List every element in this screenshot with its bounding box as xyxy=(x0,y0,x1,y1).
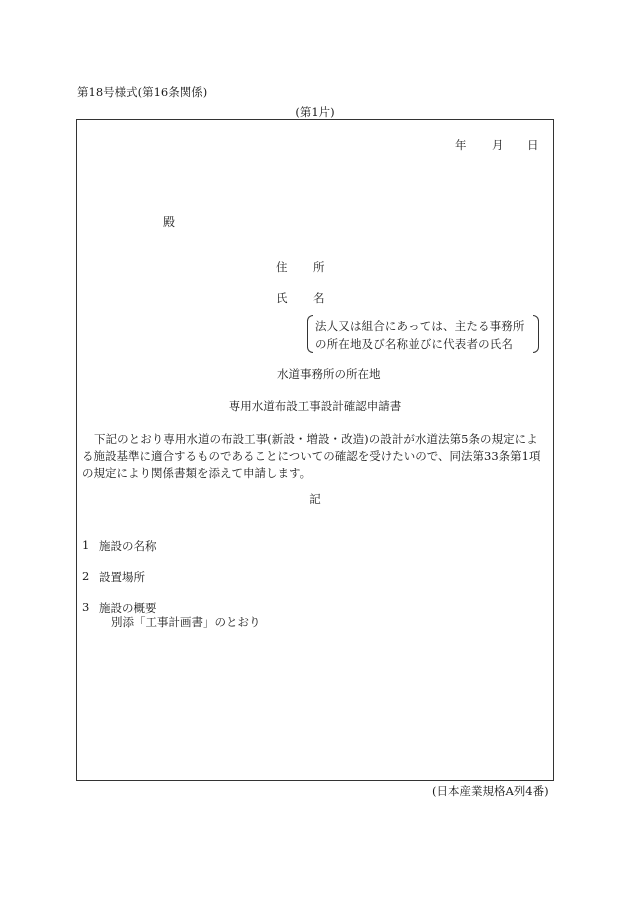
right-bracket xyxy=(533,315,539,353)
item-label-facility-name: 施設の名称 xyxy=(99,539,157,553)
address-label-char-1: 住 xyxy=(276,260,288,274)
corporation-note-line-1: 法人又は組合にあっては、主たる事務所 xyxy=(315,319,525,333)
body-text-line-1: 下記のとおり専用水道の布設工事(新設・増設・改造)の設計が水道法第5条の規定によ xyxy=(94,432,538,446)
corporation-note-line-2: の所在地及び名称並びに代表者の氏名 xyxy=(315,337,514,351)
date-day-label: 日 xyxy=(527,138,539,152)
name-label-char-2: 名 xyxy=(313,291,325,305)
item-3-detail: 別添「工事計画書」のとおり xyxy=(111,615,261,629)
address-label-char-2: 所 xyxy=(313,260,325,274)
body-text-line-3: の規定により関係書類を添えて申請します。 xyxy=(82,466,312,480)
item-number-1: 1 xyxy=(82,538,90,552)
item-label-facility-overview: 施設の概要 xyxy=(99,601,157,615)
document-title: 専用水道布設工事設計確認申請書 xyxy=(228,399,402,413)
item-label-installation-site: 設置場所 xyxy=(99,570,145,584)
date-year-label: 年 xyxy=(455,138,467,152)
sheet-number: (第1片) xyxy=(295,105,335,119)
body-text-line-2: る施設基準に適合するものであることについての確認を受けたいので、同法第33条第1項 xyxy=(82,449,541,463)
form-number: 第18号様式(第16条関係) xyxy=(77,85,208,99)
ki-heading: 記 xyxy=(309,492,321,506)
office-location-label: 水道事務所の所在地 xyxy=(277,367,381,381)
addressee-honorific: 殿 xyxy=(163,215,176,229)
paper-standard-note: (日本産業規格A列4番) xyxy=(432,784,549,798)
date-month-label: 月 xyxy=(492,138,504,152)
item-number-3: 3 xyxy=(82,600,90,614)
left-bracket xyxy=(307,315,313,353)
corporation-note xyxy=(307,314,539,356)
name-label-char-1: 氏 xyxy=(276,291,288,305)
item-number-2: 2 xyxy=(82,569,90,583)
